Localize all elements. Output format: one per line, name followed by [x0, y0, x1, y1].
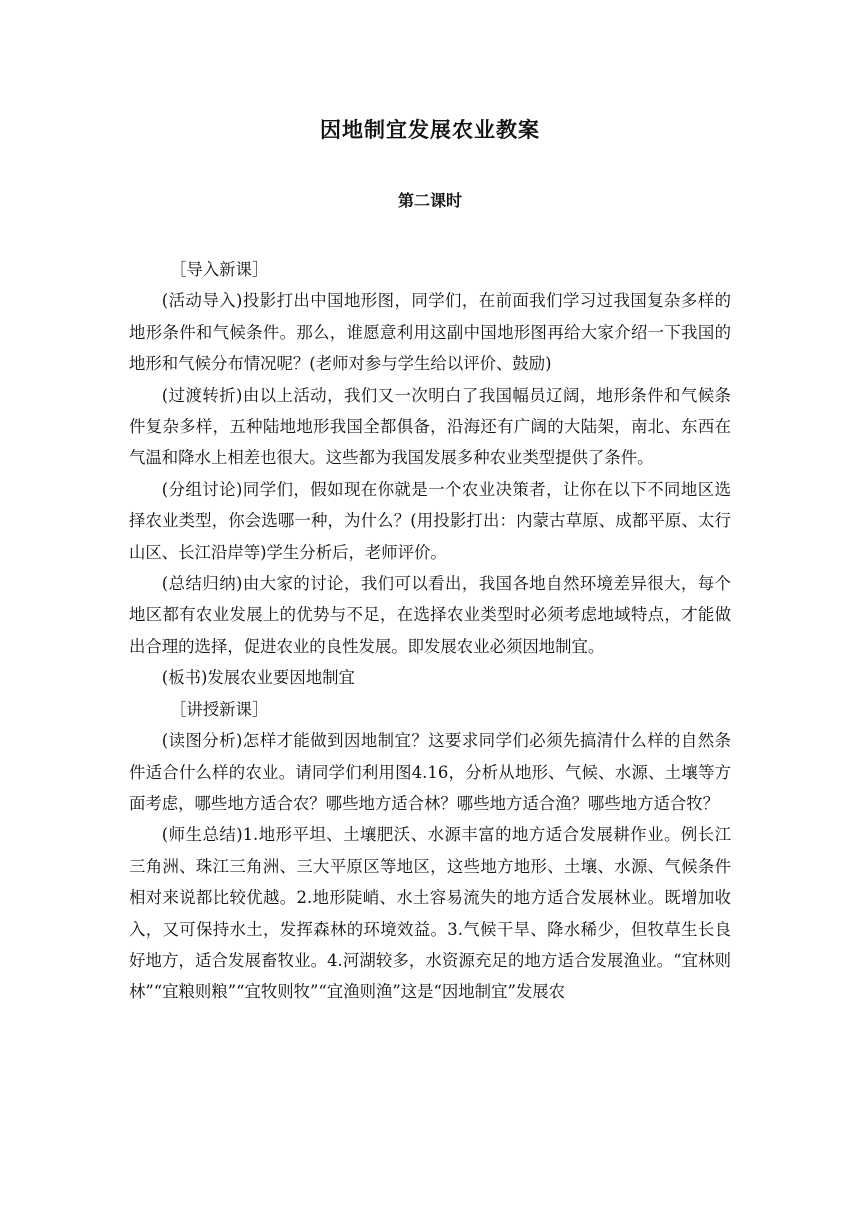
section-heading-intro: ［导入新课］ — [170, 260, 269, 279]
paragraph-blackboard: (板书)发展农业要因地制宜 — [161, 668, 355, 688]
document-title: 因地制宜发展农业教案 — [320, 117, 540, 142]
paragraph-group-discussion: (分组讨论)同学们，假如现在你就是一个农业决策者，让你在以下不同地区选择农业类型，你会选哪一种，为什么？(用投影打出：内蒙古草原、成都平原、太行山区、长江沿岸等)学生分析后，老师评价。 — [129, 479, 731, 562]
section-heading-new-lesson: ［讲授新课］ — [170, 699, 269, 719]
paragraph-teacher-student-summary: (师生总结)1.地形平坦、土壤肥沃、水源丰富的地方适合发展耕作业。例长江三角洲、珠江三角洲、三大平原区等地区，这些地方地形、土壤、水源、气候条件相对来说都比较优越。2.地形陡峭、水土容易流失的地方适合发展林业。既增加收入，又可保持水土，发挥森林的环境效益。3.气候干旱、降水稀少，但牧草生长良好地方，适合发展畜牧业。4.河湖较多，水资源充足的地方适合发展渔业。“宜林则林”“宜粮则粮”“宜牧则牧”“宜渔则渔”这是“因地制宜”发展农 — [129, 825, 731, 1002]
document-body — [129, 254, 731, 1008]
paragraph-transition: (过渡转折)由以上活动，我们又一次明白了我国幅员辽阔，地形条件和气候条件复杂多样，五种陆地地形我国全都俱备，沿海还有广阔的大陆架，南北、东西在气温和降水上相差也很大。这些都为我国发展多种农业类型提供了条件。 — [129, 385, 731, 468]
paragraph-summary: (总结归纳)由大家的讨论，我们可以看出，我国各地自然环境差异很大，每个地区都有农业发展上的优势与不足，在选择农业类型时必须考虑地域特点，才能做出合理的选择，促进农业的良性发展。即发展农业必须因地制宜。 — [129, 574, 731, 656]
lesson-subtitle: 第二课时 — [397, 191, 462, 210]
paragraph-map-analysis: (读图分析)怎样才能做到因地制宜？这要求同学们必须先搞清什么样的自然条件适合什么样的农业。请同学们利用图4.16，分析从地形、气候、水源、土壤等方面考虑，哪些地方适合农？哪些地方适合林？哪些地方适合渔？哪些地方适合牧？ — [129, 731, 731, 813]
paragraph-activity-intro: (活动导入)投影打出中国地形图，同学们，在前面我们学习过我国复杂多样的地形条件和气候条件。那么，谁愿意利用这副中国地形图再给大家介绍一下我国的地形和气候分布情况呢？(老师对参与学生给以评价、鼓励) — [129, 291, 731, 374]
